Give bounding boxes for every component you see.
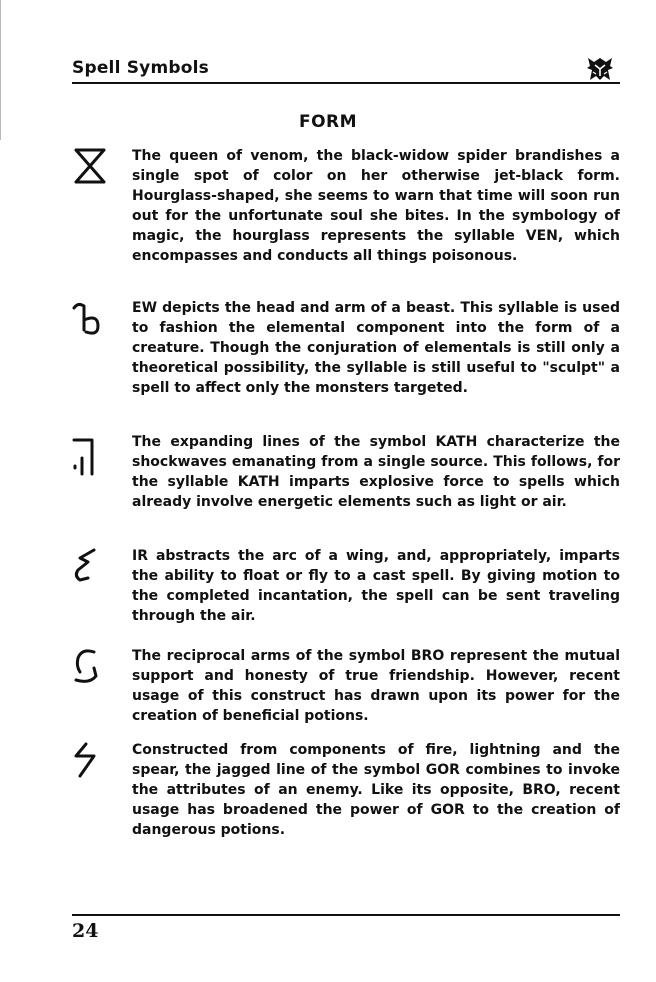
page-number: 24 xyxy=(72,920,99,942)
header-rule xyxy=(72,82,620,84)
entry-text-bro: The reciprocal arms of the symbol BRO represent the mutual support and honesty of true friendship. However, recent usage of this construct has drawn upon its power for the creation of beneficial potions. xyxy=(132,648,620,724)
entry-ven xyxy=(72,146,620,286)
footer-rule xyxy=(72,914,620,916)
entry-ir xyxy=(72,546,620,630)
entry-text-ir: IR abstracts the arc of a wing, and, appropriately, imparts the ability to float or fly to a cast spell. By giving motion to the completed incantation, the spell can be sent traveling through the air. xyxy=(132,548,620,624)
header-title: Spell Symbols xyxy=(72,58,209,78)
entry-text-kath: The expanding lines of the symbol KATH characterize the shockwaves emanating from a single source. This follows, for the syllable KATH imparts explosive force to spells which already involve energetic elements such as light or air. xyxy=(132,434,620,510)
entry-text-gor: Constructed from components of fire, lightning and the spear, the jagged line of the symbol GOR combines to invoke the attributes of an enemy. Like its opposite, BRO, recent usage has broadened the power of GOR to the creation of dangerous potions. xyxy=(132,742,620,838)
entry-bro xyxy=(72,646,620,730)
beast-head-icon xyxy=(72,298,112,342)
crest-logo-icon xyxy=(586,56,614,82)
section-title: FORM xyxy=(298,112,358,132)
jagged-line-icon xyxy=(72,740,112,784)
shockwave-lines-icon xyxy=(72,432,112,476)
page-header xyxy=(72,56,620,84)
reciprocal-arms-icon xyxy=(72,646,112,690)
hourglass-icon xyxy=(72,146,112,190)
entry-ew xyxy=(72,298,620,422)
wing-arc-icon xyxy=(72,546,112,590)
entry-kath xyxy=(72,432,620,536)
entry-gor xyxy=(72,740,620,844)
entry-text-ven: The queen of venom, the black-widow spider brandishes a single spot of color on her otherwise jet-black form. Hourglass-shaped, she seems to warn that time will soon run out for the unfortunate soul she bites. In the symbology of magic, the hourglass represents the syllable VEN, which encompasses and conducts all things poisonous. xyxy=(132,148,620,264)
entry-text-ew: EW depicts the head and arm of a beast. This syllable is used to fashion the elemental component into the form of a creature. Though the conjuration of elementals is still only a theoretical possibility, the syllable is still useful to "sculpt" a spell to affect only the monsters targeted. xyxy=(132,300,620,396)
